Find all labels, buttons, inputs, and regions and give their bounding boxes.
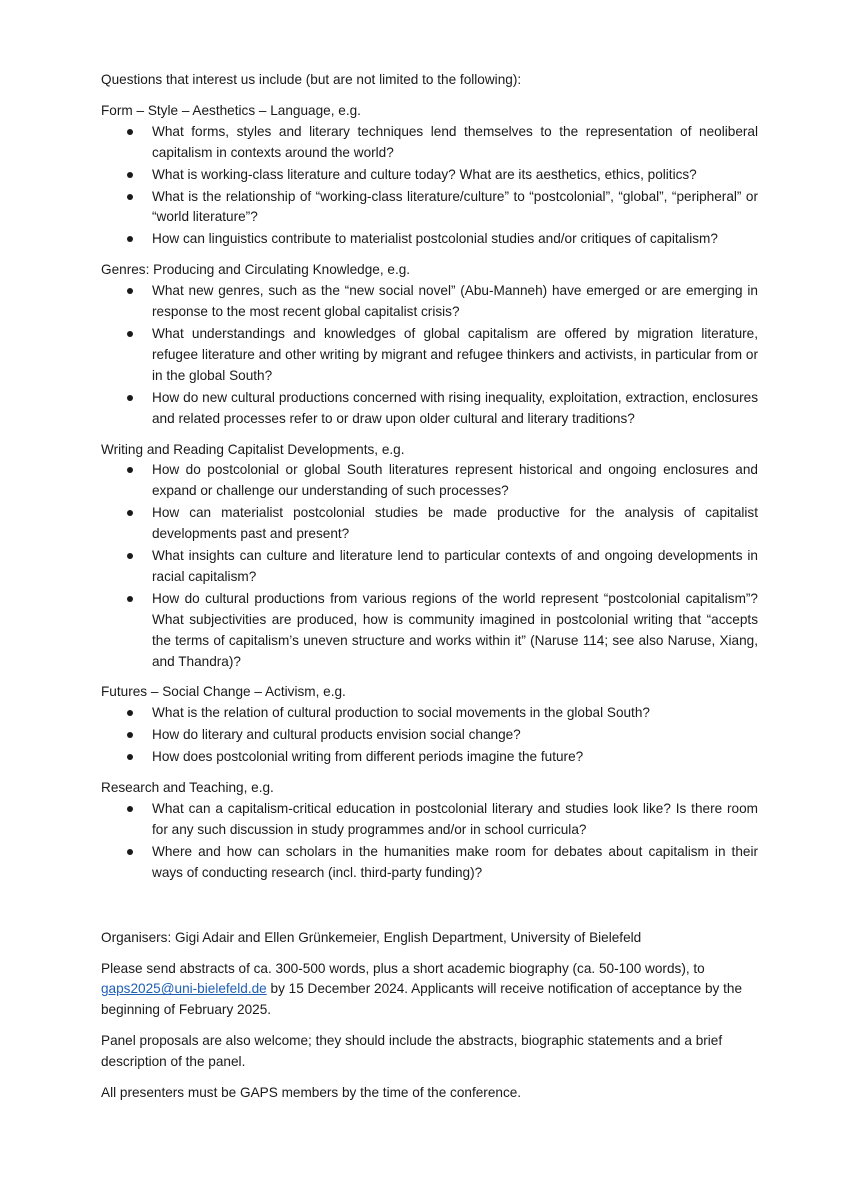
section-form-style <box>101 101 758 250</box>
bullet-icon <box>127 194 133 200</box>
question-item: How can materialist postcolonial studies be made productive for the analysis of capitalist developments past and present? <box>101 503 758 545</box>
question-item: What is working-class literature and culture today? What are its aesthetics, ethics, politics? <box>101 165 758 186</box>
section-writing-reading <box>101 440 758 673</box>
bullet-icon <box>127 288 133 294</box>
section-heading: Futures – Social Change – Activism, e.g. <box>101 684 346 700</box>
question-item: What insights can culture and literature lend to particular contexts of and ongoing developments in racial capitalism? <box>101 546 758 588</box>
question-item: What is the relationship of “working-class literature/culture” to “postcolonial”, “global”, “peripheral” or “world literature”? <box>101 187 758 229</box>
spacer <box>101 894 758 928</box>
bullet-icon <box>127 172 133 178</box>
question-item: How do cultural productions from various regions of the world represent “postcolonial capitalism”? What subjectivities are produced, how is community imagined in postcolonial writing that “accepts the terms of capitalism’s uneven structure and works within it” (Naruse 114; see also Naruse, Xiang, and Thandra)? <box>101 589 758 673</box>
bullet-icon <box>127 596 133 602</box>
question-list <box>101 460 758 672</box>
question-item: What forms, styles and literary techniques lend themselves to the representation of neoliberal capitalism in contexts around the world? <box>101 122 758 164</box>
bullet-icon <box>127 129 133 135</box>
section-futures <box>101 682 758 768</box>
question-list <box>101 281 758 429</box>
section-heading: Genres: Producing and Circulating Knowledge, e.g. <box>101 262 411 278</box>
bullet-icon <box>127 467 133 473</box>
section-heading: Writing and Reading Capitalist Developments, e.g. <box>101 441 405 457</box>
organisers-text: Organisers: Gigi Adair and Ellen Grünkemeier, English Department, University of Bielefeld <box>101 929 642 945</box>
question-item: Where and how can scholars in the humanities make room for debates about capitalism in their ways of conducting research (incl. third-party funding)? <box>101 842 758 884</box>
question-item: How do new cultural productions concerned with rising inequality, exploitation, extraction, enclosures and related processes refer to or draw upon older cultural and literary traditions? <box>101 388 758 430</box>
abstracts-text: Please send abstracts of ca. 300-500 words, plus a short academic biography (ca. 50-100 words), to gaps2025@uni-bielefeld.de by 15 December 2024. Applicants will receive notification of acceptance by the beginning of February 2025. <box>101 960 743 1018</box>
section-genres <box>101 260 758 429</box>
intro-text: Questions that interest us include (but are not limited to the following): <box>101 72 522 87</box>
question-item: What new genres, such as the “new social novel” (Abu-Manneh) have emerged or are emerging in response to the most recent global capitalist crisis? <box>101 281 758 323</box>
question-list <box>101 703 758 768</box>
question-list <box>101 122 758 250</box>
question-item: What is the relation of cultural production to social movements in the global South? <box>101 703 758 724</box>
membership-text: All presenters must be GAPS members by the time of the conference. <box>101 1085 522 1101</box>
panels-text: Panel proposals are also welcome; they should include the abstracts, biographic statements and a brief description of the panel. <box>101 1033 723 1070</box>
question-item: How do postcolonial or global South literatures represent historical and ongoing enclosures and expand or challenge our understanding of such processes? <box>101 460 758 502</box>
bullet-icon <box>127 510 133 516</box>
bullet-icon <box>127 236 133 242</box>
bullet-icon <box>127 710 133 716</box>
email-link[interactable]: gaps2025@uni-bielefeld.de <box>101 981 267 997</box>
bullet-icon <box>127 754 133 760</box>
bullet-icon <box>127 331 133 337</box>
section-research-teaching <box>101 778 758 884</box>
question-item: What understandings and knowledges of global capitalism are offered by migration literature, refugee literature and other writing by migrant and refugee thinkers and activists, in particular from or in the global South? <box>101 324 758 387</box>
question-list <box>101 799 758 884</box>
bullet-icon <box>127 553 133 559</box>
question-item: How does postcolonial writing from different periods imagine the future? <box>101 747 758 768</box>
question-item: How can linguistics contribute to materialist postcolonial studies and/or critiques of capitalism? <box>101 229 758 250</box>
document-page <box>101 70 758 1114</box>
section-heading: Form – Style – Aesthetics – Language, e.g. <box>101 102 361 118</box>
bullet-icon <box>127 806 133 812</box>
bullet-icon <box>127 732 133 738</box>
question-item: What can a capitalism-critical education in postcolonial literary and studies look like? Is there room for any such discussion in study programmes and/or in school curricula? <box>101 799 758 841</box>
bullet-icon <box>127 395 133 401</box>
bullet-icon <box>127 849 133 855</box>
question-item: How do literary and cultural products envision social change? <box>101 725 758 746</box>
section-heading: Research and Teaching, e.g. <box>101 780 274 796</box>
